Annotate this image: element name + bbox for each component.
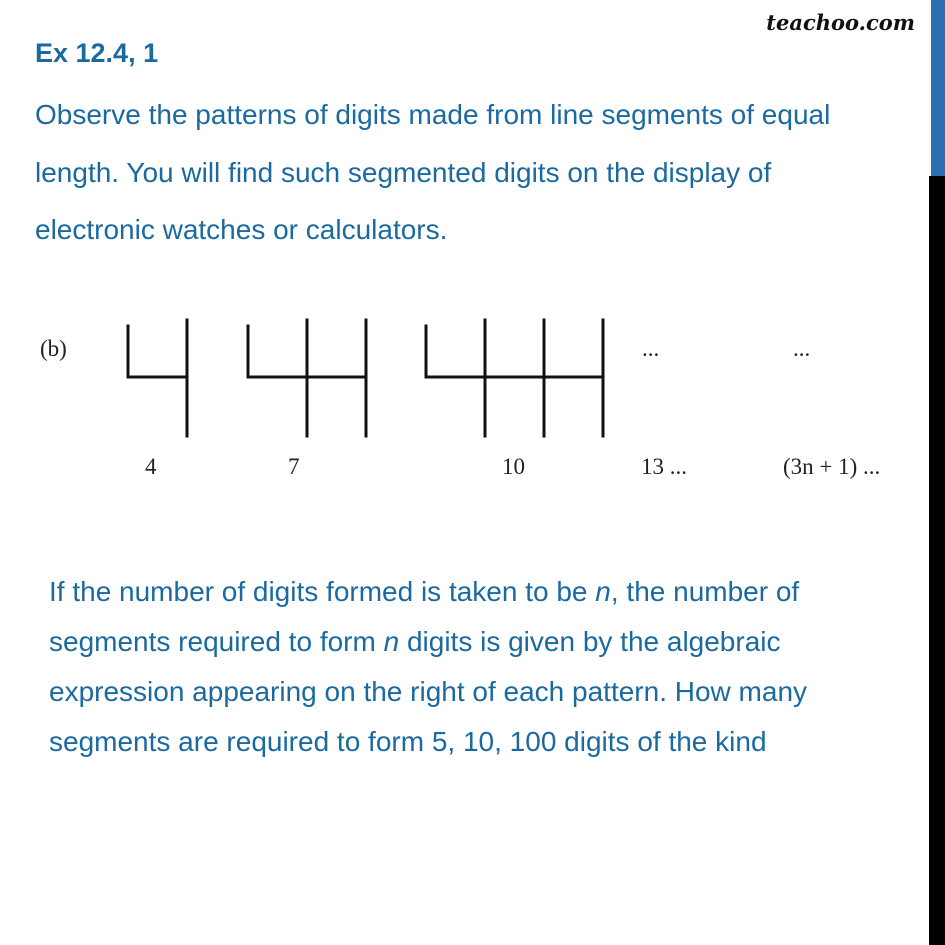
label-13: 13 ... — [641, 454, 687, 479]
part-label: (b) — [40, 336, 67, 361]
label-10: 10 — [502, 454, 525, 479]
label-4: 4 — [145, 454, 157, 479]
exercise-title: Ex 12.4, 1 — [35, 38, 159, 68]
pattern-svg — [0, 300, 930, 500]
brand-logo: teachoo.com — [766, 10, 915, 35]
question-text-1: If the number of digits formed is taken to be — [49, 576, 596, 607]
pattern-1 — [128, 320, 187, 436]
scrollbar-thumb[interactable] — [929, 0, 945, 176]
question-text-3: digits is given by the algebraic expression appearing on the right of each pattern. How many segments are required to form 5, 10, 100 digits of the kind — [49, 626, 808, 757]
pattern-2 — [248, 320, 366, 436]
pattern-3 — [426, 320, 603, 436]
label-7: 7 — [288, 454, 300, 479]
ellipsis-top-1: ... — [642, 336, 660, 361]
question-paragraph — [49, 567, 909, 767]
segment-pattern-figure — [0, 300, 930, 500]
variable-n: n — [595, 576, 611, 607]
label-general-term: (3n + 1) ... — [783, 454, 881, 479]
ellipsis-top-2: ... — [793, 336, 811, 361]
variable-n: n — [383, 626, 400, 657]
scrollbar[interactable] — [929, 0, 945, 945]
question-text-2: , the number of segments required to form — [49, 576, 800, 657]
intro-paragraph: Observe the patterns of digits made from line segments of equal length. You will find such segmented digits on the display of electronic watches or calculators. — [35, 99, 831, 245]
